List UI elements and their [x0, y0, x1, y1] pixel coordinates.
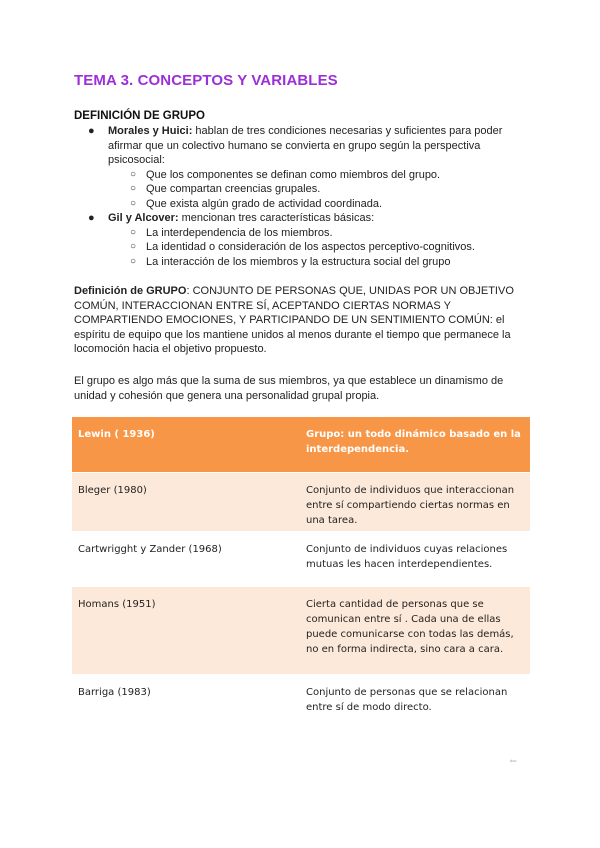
circle-bullet-icon: ○ [130, 255, 137, 267]
list-item-text: hablan de tres condiciones necesarias y suficientes para poder afirmar que un colectivo humano se convierta en grupo según la perspectiva psicosocial: [108, 125, 503, 166]
definition-label: Definición de GRUPO [74, 285, 187, 297]
author-name: Morales y Huici: [108, 125, 193, 137]
sub-list-text: Que los componentes se definan como miembros del grupo. [146, 168, 441, 181]
bullet-icon: ● [88, 125, 95, 137]
definitions-table [72, 417, 530, 746]
definition-paragraph [74, 284, 526, 357]
section-heading: DEFINICIÓN DE GRUPO [74, 110, 205, 122]
footer-mark: doc [510, 758, 517, 763]
body-paragraph: El grupo es algo más que la suma de sus miembros, ya que establece un dinamismo de unidad y cohesión que genera una personalidad grupal propia. [74, 375, 504, 402]
list-item-text: mencionan tres características básicas: [178, 212, 375, 224]
sub-list-text: La identidad o consideración de los aspectos perceptivo-cognitivos. [146, 241, 475, 253]
table-cell-author: Lewin ( 1936) [72, 417, 300, 473]
table-cell-author: Cartwrigght y Zander (1968) [72, 532, 300, 587]
circle-bullet-icon: ○ [130, 168, 137, 180]
sub-list-text: La interdependencia de los miembros. [146, 226, 333, 239]
table-row [72, 417, 530, 473]
sub-list-item [74, 197, 534, 212]
author-name: Gil y Alcover: [108, 212, 179, 224]
table-cell-author: Bleger (1980) [72, 473, 300, 532]
table-row [72, 532, 530, 587]
sub-list-text: La interacción de los miembros y la estructura social del grupo [146, 255, 451, 268]
circle-bullet-icon: ○ [130, 241, 137, 252]
table-cell-definition: Cierta cantidad de personas que se comunican entre sí . Cada una de ellas puede comunicarse con todas las demás, no en forma indirecta, sino cara a cara. [300, 587, 530, 675]
sub-list-item [74, 240, 534, 255]
table-row [72, 675, 530, 746]
table-cell-definition: Grupo: un todo dinámico basado en la interdependencia. [300, 417, 530, 473]
table-row [72, 473, 530, 532]
page-title: TEMA 3. CONCEPTOS Y VARIABLES [74, 72, 338, 89]
sub-list-item [74, 226, 534, 241]
list-item [74, 124, 534, 168]
sub-list-item [74, 255, 534, 270]
table-cell-definition: Conjunto de individuos cuyas relaciones mutuas les hacen interdependientes. [300, 532, 530, 587]
bullet-icon: ● [88, 212, 95, 224]
circle-bullet-icon: ○ [130, 226, 137, 238]
bullet-list [74, 124, 534, 269]
table-row [72, 587, 530, 675]
table-cell-author: Barriga (1983) [72, 675, 300, 746]
list-item [74, 211, 534, 226]
sub-list-item [74, 182, 534, 197]
circle-bullet-icon: ○ [130, 183, 137, 194]
sub-list-item [74, 168, 534, 183]
definition-text: : CONJUNTO DE PERSONAS QUE, UNIDAS POR UN OBJETIVO COMÚN, INTERACCIONAN ENTRE SÍ, ACEPTANDO CIERTAS NORMAS Y COMPARTIENDO EMOCIONES, Y PARTICIPANDO DE UN SENTIMIENTO COMÚN: el espíritu de equipo que los mantiene unidos al menos durante el tiempo que permanece la locomoción hacia el objetivo propuesto. [74, 285, 514, 355]
sub-list-text: Que exista algún grado de actividad coordinada. [146, 197, 383, 210]
circle-bullet-icon: ○ [130, 197, 137, 209]
table-cell-definition: Conjunto de personas que se relacionan entre sí de modo directo. [300, 675, 530, 746]
sub-list-text: Que compartan creencias grupales. [146, 183, 321, 195]
table-cell-definition: Conjunto de individuos que interaccionan entre sí compartiendo ciertas normas en una tarea. [300, 473, 530, 532]
table-cell-author: Homans (1951) [72, 587, 300, 675]
